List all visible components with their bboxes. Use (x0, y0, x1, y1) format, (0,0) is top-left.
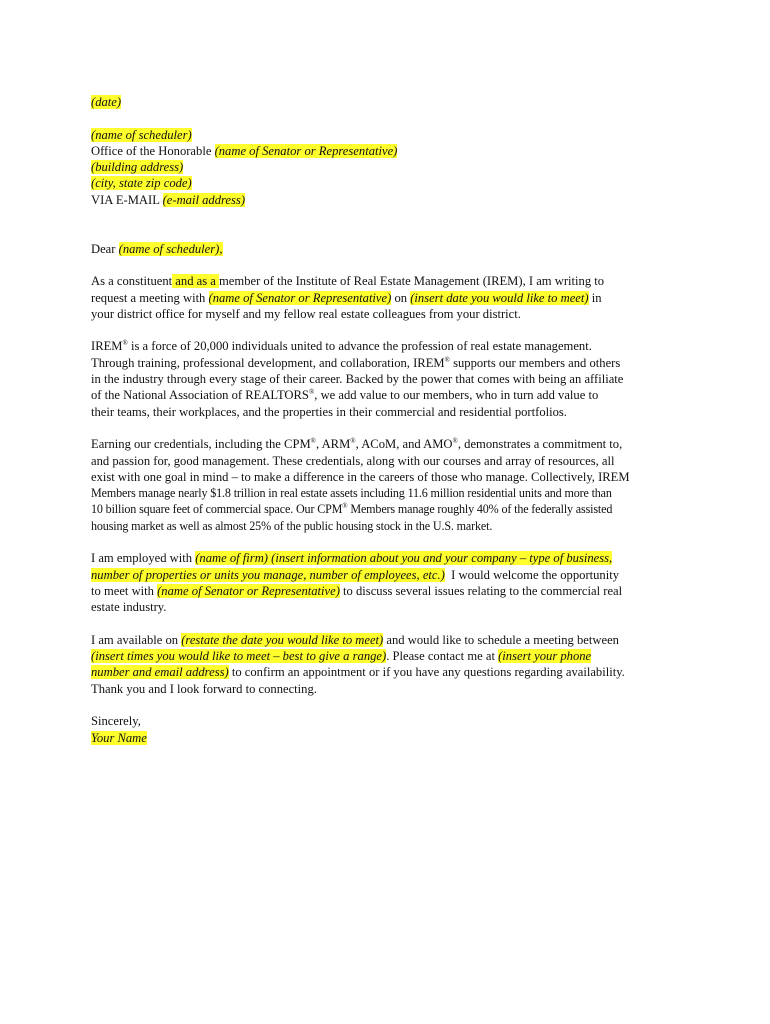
registered-mark: ® (308, 388, 315, 397)
text-run: , ACoM, and AMO (355, 437, 453, 452)
registered-mark: ® (342, 502, 348, 511)
text-run: of the National Association of REALTORS (91, 388, 309, 403)
text-run: 10 billion square feet of commercial space. Our CPM (91, 502, 343, 517)
text-run: IREM (91, 339, 123, 354)
sincerely-text: Sincerely, (91, 714, 141, 729)
address-block (91, 127, 691, 208)
text-run: Members manage roughly 40% of the federally assisted (347, 502, 613, 517)
your-name-placeholder: Your Name (91, 730, 147, 745)
official-name-placeholder: (name of Senator or Representative) (208, 290, 392, 305)
salutation (91, 241, 691, 257)
firm-details-placeholder: number of properties or units you manage, number of employees, etc.) (91, 567, 445, 582)
paragraph-irem (91, 338, 691, 419)
firm-info-placeholder: (name of firm) (insert information about you and your company – type of business, (195, 551, 613, 566)
highlighted-text: and as a (172, 274, 220, 289)
building-address-placeholder: (building address) (91, 160, 184, 175)
text-run: in (588, 290, 602, 305)
salutation-prefix: Dear (91, 241, 119, 256)
text-run: , ARM (315, 437, 351, 452)
restate-date-placeholder: (restate the date you would like to meet) (181, 632, 384, 647)
closing (91, 713, 691, 746)
text-run: . Please contact me at (386, 649, 499, 664)
text-line: Thank you and I look forward to connecting. (91, 681, 317, 696)
paragraph-employment (91, 550, 691, 615)
text-run: member of the Institute of Real Estate Management (IREM), I am writing to (219, 274, 605, 289)
text-run: to discuss several issues relating to the commercial real (339, 583, 623, 598)
text-run: I am available on (91, 632, 182, 647)
text-run: Through training, professional development, and collaboration, IREM (91, 355, 445, 370)
paragraph-availability (91, 632, 691, 697)
registered-mark: ® (310, 437, 316, 446)
meeting-date-placeholder: (insert date you would like to meet) (410, 290, 589, 305)
text-run: supports our members and others (449, 355, 621, 370)
text-run: is a force of 20,000 individuals united to advance the profession of real estate management. (127, 339, 592, 354)
date-placeholder: (date) (91, 95, 122, 109)
city-state-zip-placeholder: (city, state zip code) (91, 176, 192, 191)
letter-page (91, 94, 691, 762)
text-run: and would like to schedule a meeting between (383, 632, 619, 647)
office-prefix: Office of the Honorable (91, 143, 215, 158)
date-line (91, 94, 691, 110)
meeting-times-placeholder: (insert times you would like to meet – best to give a range) (91, 649, 387, 664)
text-run: , we add value to our members, who in turn add value to (314, 388, 599, 403)
text-line: Members manage nearly $1.8 trillion in real estate assets including 11.6 million residential units and more than (91, 486, 612, 501)
registered-mark: ® (122, 339, 128, 348)
via-email-prefix: VIA E-MAIL (91, 192, 163, 207)
salutation-name-placeholder: (name of scheduler), (118, 241, 223, 256)
email-placeholder: number and email address) (91, 665, 229, 680)
text-line: their teams, their workplaces, and the properties in their commercial and residential portfolios. (91, 404, 567, 419)
registered-mark: ® (350, 437, 356, 446)
text-run: request a meeting with (91, 290, 209, 305)
text-run: to meet with (91, 583, 158, 598)
text-run: Earning our credentials, including the CPM (91, 437, 311, 452)
phone-placeholder: (insert your phone (498, 649, 592, 664)
registered-mark: ® (452, 437, 458, 446)
text-line: and passion for, good management. These credentials, along with our courses and array of resources, all (91, 453, 615, 468)
paragraph-intro (91, 273, 691, 322)
text-line: in the industry through every stage of their career. Backed by the power that comes with being an affiliate (91, 372, 624, 387)
text-line: exist with one goal in mind – to make a difference in the careers of those who manage. Collectively, IREM (91, 469, 630, 484)
text-run: I am employed with (91, 551, 196, 566)
email-address-placeholder: (e-mail address) (162, 192, 246, 207)
text-run: As a constituent (91, 274, 173, 289)
text-run: , demonstrates a commitment to, (457, 437, 623, 452)
text-line: housing market as well as almost 25% of the public housing stock in the U.S. market. (91, 518, 493, 533)
paragraph-credentials (91, 436, 691, 534)
text-run: on (391, 290, 411, 305)
text-run: to confirm an appointment or if you have any questions regarding availability. (228, 665, 625, 680)
official-name-placeholder: (name of Senator or Representative) (157, 583, 340, 598)
text-run: I would welcome the opportunity (444, 567, 620, 582)
scheduler-name-placeholder: (name of scheduler) (91, 127, 192, 142)
official-name-placeholder: (name of Senator or Representative) (214, 143, 398, 158)
text-line: estate industry. (91, 600, 167, 615)
text-line: your district office for myself and my fellow real estate colleagues from your district. (91, 306, 521, 321)
registered-mark: ® (444, 355, 450, 364)
